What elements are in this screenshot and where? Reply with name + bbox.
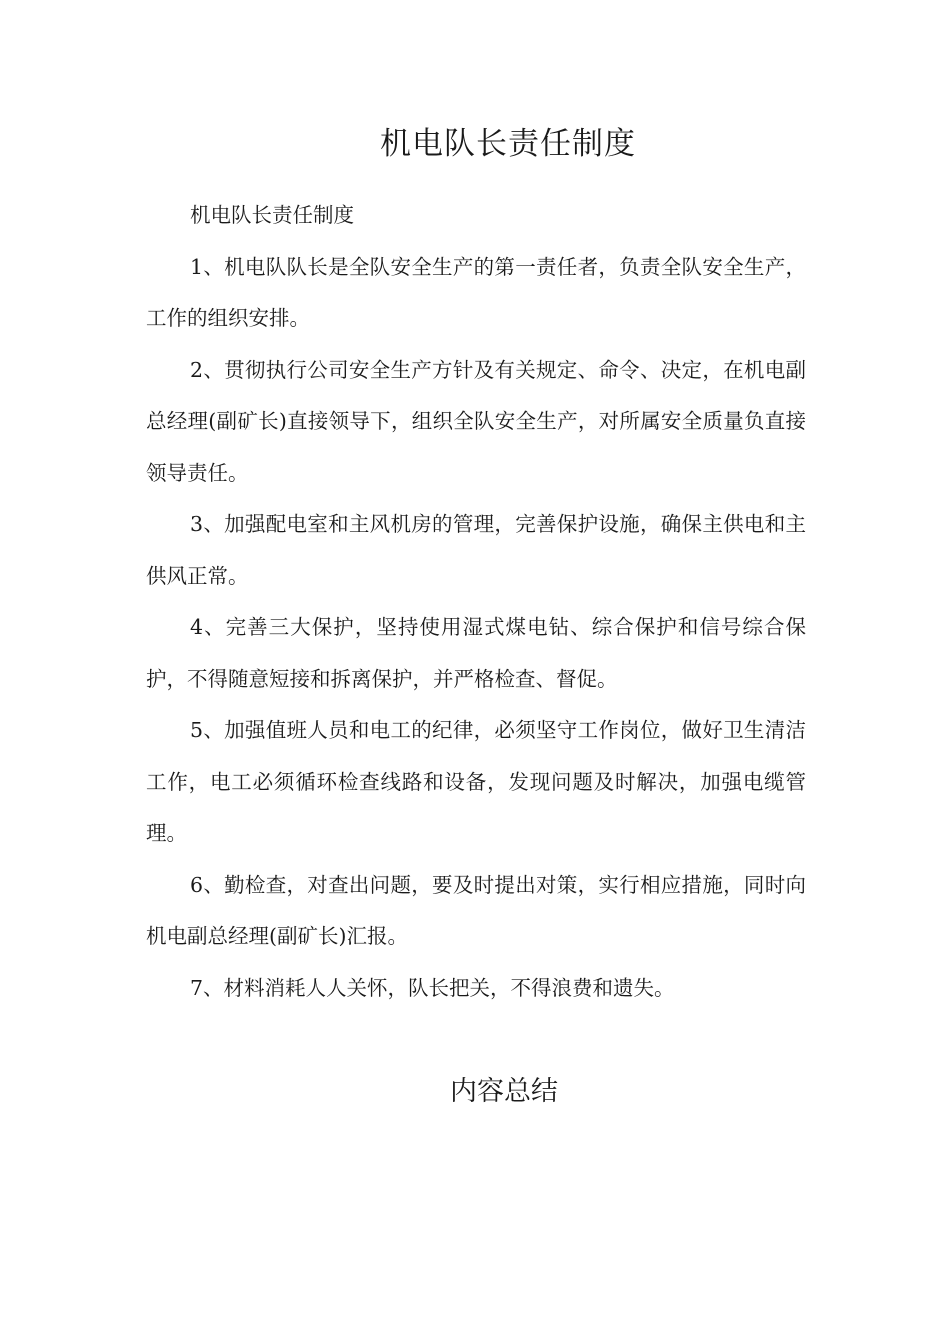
paragraph-1: 1、机电队队长是全队安全生产的第一责任者，负责全队安全生产，工作的组织安排。 [146, 254, 806, 330]
document-title: 机电队长责任制度 [380, 126, 636, 162]
paragraph-4: 4、完善三大保护，坚持使用湿式煤电钻、综合保护和信号综合保护，不得随意短接和拆离保护，并严格检查、督促。 [146, 615, 806, 691]
paragraph-5: 5、加强值班人员和电工的纪律，必须坚守工作岗位，做好卫生清洁工作，电工必须循环检查线路和设备，发现问题及时解决，加强电缆管理。 [146, 718, 806, 845]
paragraph-2: 2、贯彻执行公司安全生产方针及有关规定、命令、决定，在机电副总经理(副矿长)直接领导下，组织全队安全生产，对所属安全质量负直接领导责任。 [146, 357, 806, 485]
paragraph-7: 7、材料消耗人人关怀，队长把关，不得浪费和遗失。 [190, 975, 675, 1000]
paragraph-3: 3、加强配电室和主风机房的管理，完善保护设施，确保主供电和主供风正常。 [146, 512, 806, 588]
document-subtitle: 机电队长责任制度 [190, 203, 354, 227]
paragraph-6: 6、勤检查，对查出问题，要及时提出对策，实行相应措施，同时向机电副总经理(副矿长)汇报。 [146, 872, 806, 948]
summary-heading: 内容总结 [450, 1076, 558, 1107]
document-body [146, 190, 806, 1014]
